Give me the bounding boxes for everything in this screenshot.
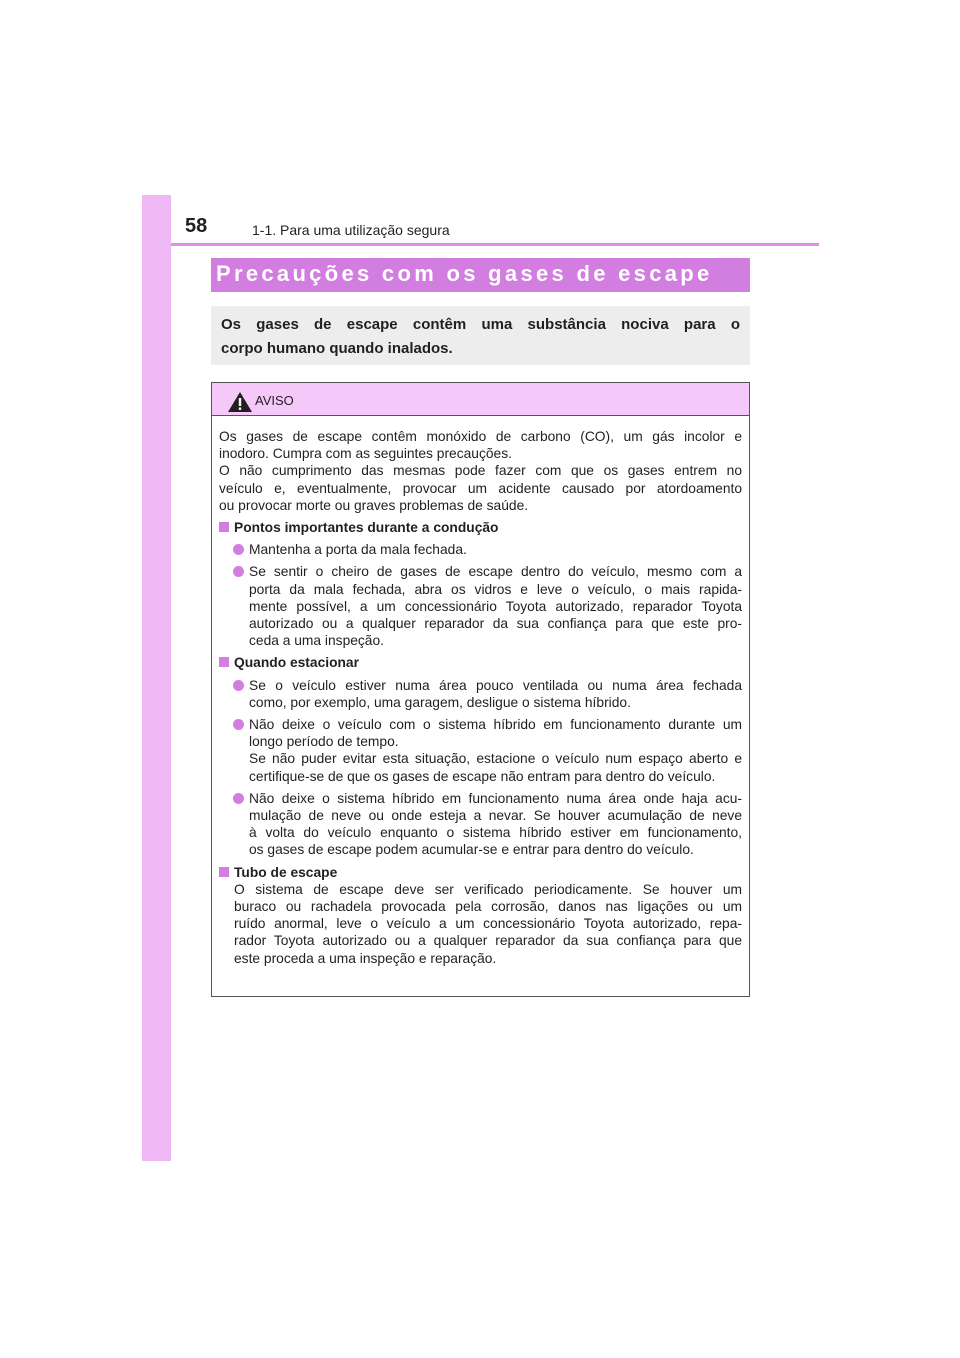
square-bullet-icon	[219, 522, 229, 532]
warning-header	[212, 383, 749, 416]
section-header: 1-1. Para uma utilização segura	[252, 222, 450, 238]
warning-text-line: Os gases de escape contêm monóxido de carbono (CO), um gás incolor e	[219, 429, 742, 444]
warning-text-line: inodoro. Cumpra com as seguintes precauções.	[219, 446, 512, 462]
square-bullet-icon	[219, 867, 229, 877]
bullet-item: Se sentir o cheiro de gases de escape dentro do veículo, mesmo com a porta da mala fechada, abra os vidros e leve o veículo, o mais rapida- mente possível, a um concessionário Toyota autorizado, reparador Toyota autorizado ou a qualquer reparador da sua confiança para que este pro- ceda a uma inspeção.	[219, 563, 742, 649]
intro-box	[211, 306, 750, 365]
bullet-dot-icon	[233, 680, 244, 691]
header-rule	[171, 243, 819, 246]
warning-box	[211, 382, 750, 997]
sub-heading-driving: Pontos importantes durante a condução	[219, 519, 742, 536]
intro-line: corpo humano quando inalados.	[221, 340, 453, 357]
bullet-item: Não deixe o sistema híbrido em funcionamento numa área onde haja acu- mulação de neve ou onde esteja a nevar. Se houver acumulação de neve à volta do veículo enquanto o sistema híbrido estiver em funcionamento, os gases de escape podem acumular-se e entrar para dentro do veículo.	[219, 790, 742, 859]
page-number: 58	[185, 215, 208, 237]
bullet-dot-icon	[233, 566, 244, 577]
warning-text-line: O não cumprimento das mesmas pode fazer com que os gases entrem no	[219, 463, 742, 479]
bullet-item: Se o veículo estiver numa área pouco ventilada ou numa área fechada como, por exemplo, uma garagem, desligue o sistema híbrido.	[219, 677, 742, 711]
side-tab-bar	[142, 195, 171, 1161]
bullet-item: Mantenha a porta da mala fechada.	[219, 541, 742, 558]
warning-triangle-icon	[228, 392, 252, 412]
warning-text-line: veículo e, eventualmente, provocar um acidente causado por atordoamento	[219, 480, 742, 496]
warning-body	[212, 416, 749, 967]
warning-text-line: ou provocar morte ou graves problemas de saúde.	[219, 497, 529, 513]
intro-line: Os gases de escape contêm uma substância nociva para o	[221, 316, 740, 333]
square-bullet-icon	[219, 657, 229, 667]
bullet-dot-icon	[233, 544, 244, 555]
bullet-dot-icon	[233, 793, 244, 804]
sub-heading-parking: Quando estacionar	[219, 654, 742, 671]
page-title: Precauções com os gases de escape	[211, 258, 750, 292]
exhaust-pipe-paragraph: O sistema de escape deve ser verificado periodicamente. Se houver um buraco ou rachadela provocada pela corrosão, danos nas ligações ou um ruído anormal, leve o veículo a um concessionário Toyota autorizado, repa- rador Toyota autorizado ou a qualquer reparador da sua confiança para que este proceda a uma inspeção e reparação.	[234, 881, 742, 966]
sub-heading-exhaust-pipe: Tubo de escape	[219, 864, 742, 881]
warning-label: AVISO	[255, 393, 294, 408]
bullet-dot-icon	[233, 719, 244, 730]
bullet-item: Não deixe o veículo com o sistema híbrido em funcionamento durante um longo período de tempo. Se não puder evitar esta situação, estacione o veículo num espaço aberto e certifique-se de que os gases de escape não entram para dentro do veículo.	[219, 716, 742, 785]
